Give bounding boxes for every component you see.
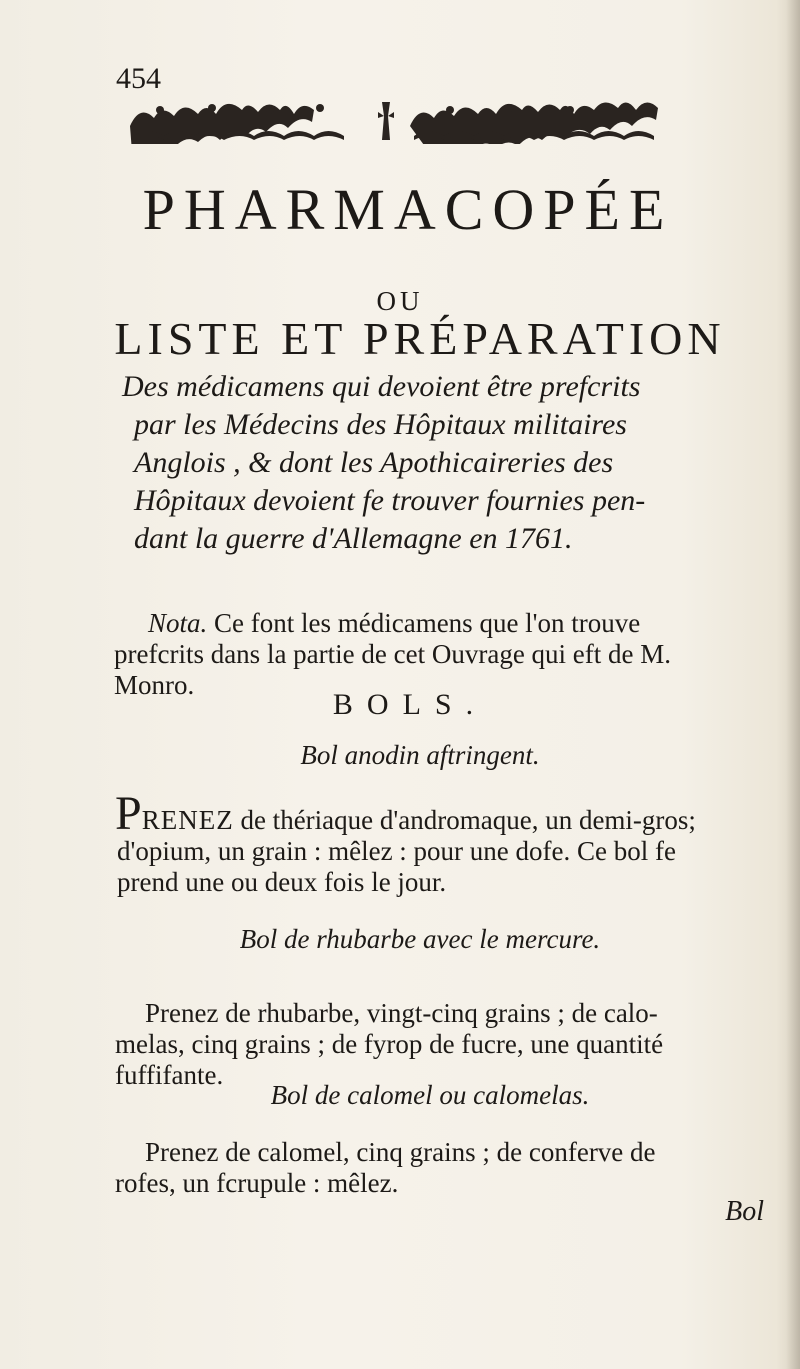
nota-line: Monro. [114, 670, 195, 700]
intro-paragraph [122, 368, 800, 558]
intro-line: dant la guerre d'Allemagne en 1761. [134, 522, 573, 555]
nota-label: Nota. [148, 608, 208, 638]
recipe-line: Prenez de rhubarbe, vingt-cinq grains ; de calo- [145, 998, 658, 1028]
catchword: Bol [725, 1196, 764, 1227]
recipe-line: fuffifante. [115, 1060, 224, 1090]
drop-cap: P [115, 787, 142, 840]
intro-line: Des médicamens qui devoient être prefcrits [122, 370, 641, 403]
nota-line: Ce font les médicamens que l'on trouve [214, 608, 641, 638]
main-title: PHARMACOPÉE [142, 177, 674, 242]
small-caps-word: RENEZ [141, 805, 234, 835]
recipe-line: prend une ou deux fois le jour. [117, 867, 447, 897]
nota-line: prefcrits dans la partie de cet Ouvrage qui eft de M. [114, 639, 672, 669]
section-heading: BOLS. [332, 688, 488, 721]
recipe-body [115, 787, 800, 898]
intro-line: Anglois , & dont les Apothicaireries des [134, 446, 614, 479]
subtitle: LISTE ET PRÉPARATION [114, 313, 726, 364]
intro-line: Hôpitaux devoient fe trouver fournies pen- [134, 484, 646, 517]
recipe-title: Bol anodin aftringent. [300, 740, 540, 770]
recipe-line: melas, cinq grains ; de fyrop de fucre, une quantité [115, 1029, 664, 1059]
intro-line: par les Médecins des Hôpitaux militaires [134, 408, 627, 441]
recipe-line: Prenez de calomel, cinq grains ; de conferve de [145, 1137, 656, 1167]
recipe-title: Bol de rhubarbe avec le mercure. [239, 924, 601, 954]
decorative-floral-band [120, 96, 660, 144]
recipe-title: Bol de calomel ou calomelas. [270, 1080, 590, 1110]
title-conjunction: OU [376, 286, 424, 316]
recipe-line: rofes, un fcrupule : mêlez. [115, 1168, 399, 1198]
recipe-line: d'opium, un grain : mêlez : pour une dofe. Ce bol fe [117, 836, 676, 866]
recipe-line: de thériaque d'andromaque, un demi-gros; [240, 805, 696, 835]
page-number: 454 [116, 62, 161, 95]
recipe-body [115, 1137, 800, 1199]
recipe-body [115, 998, 800, 1091]
